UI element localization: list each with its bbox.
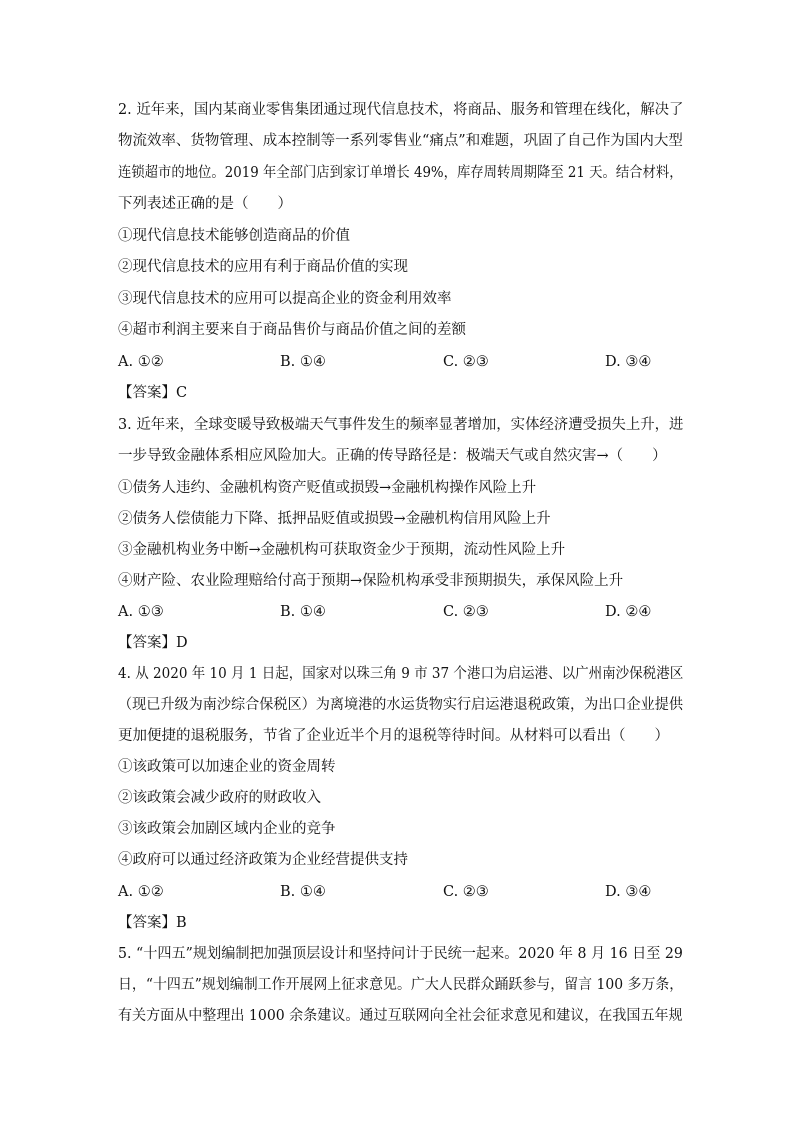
q3-statement-3: ③金融机构业务中断→金融机构可获取资金少于预期，流动性风险上升	[118, 542, 566, 558]
q5-line-2: 日，“十四五”规划编制工作开展网上征求意见。广大人民群众踊跃参与，留言 100 多万条，	[118, 977, 684, 993]
q4-line-2: （现已升级为南沙综合保税区）为离境港的水运货物实行启运港退税政策，为出口企业提供	[118, 697, 683, 713]
q4-answer: 【答案】B	[118, 915, 187, 931]
q5-line-1: 5. “十四五”规划编制把加强顶层设计和坚持问计于民统一起来。2020 年 8 月 16 日至 29	[118, 946, 683, 962]
q3-line-1: 3. 近年来，全球变暖导致极端天气事件发生的频率显著增加，实体经济遭受损失上升，进	[118, 417, 684, 433]
q2-line-2: 物流效率、货物管理、成本控制等一系列零售业“痛点”和难题，巩固了自己作为国内大型	[118, 133, 683, 149]
q3-option-a: A. ①③	[118, 604, 164, 620]
q2-option-c: C. ②③	[443, 354, 489, 370]
q4-option-d: D. ③④	[605, 884, 652, 900]
q4-option-a: A. ①②	[118, 884, 164, 900]
q3-option-c: C. ②③	[443, 604, 489, 620]
q2-answer: 【答案】C	[118, 385, 188, 401]
q2-line-4: 下列表述正确的是（ ）	[118, 196, 292, 212]
q2-statement-2: ②现代信息技术的应用有利于商品价值的实现	[118, 259, 408, 275]
q4-statement-3: ③该政策会加剧区域内企业的竞争	[118, 821, 336, 837]
q2-statement-1: ①现代信息技术能够创造商品的价值	[118, 228, 350, 244]
q2-options	[118, 352, 678, 372]
q3-statement-2: ②债务人偿债能力下降、抵押品贬值或损毁→金融机构信用风险上升	[118, 511, 551, 527]
q4-options	[118, 882, 678, 902]
q4-option-c: C. ②③	[443, 884, 489, 900]
q4-statement-1: ①该政策可以加速企业的资金周转	[118, 759, 336, 775]
q3-options	[118, 602, 678, 622]
q2-statement-3: ③现代信息技术的应用可以提高企业的资金利用效率	[118, 291, 452, 307]
q4-line-1: 4. 从 2020 年 10 月 1 日起，国家对以珠三角 9 市 37 个港口为启运港、以广州南沙保税港区	[118, 666, 684, 682]
q4-line-3: 更加便捷的退税服务，节省了企业近半个月的退税等待时间。从材料可以看出（ ）	[118, 728, 669, 744]
q2-option-a: A. ①②	[118, 354, 164, 370]
q3-option-d: D. ②④	[605, 604, 652, 620]
q3-answer: 【答案】D	[118, 635, 188, 651]
q3-line-2: 一步导致金融体系相应风险加大。正确的传导路径是：极端天气或自然灾害→（ ）	[118, 448, 667, 464]
q2-line-3: 连锁超市的地位。2019 年全部门店到家订单增长 49%，库存周转周期降至 21 天。结合材料，	[118, 165, 683, 181]
q3-statement-4: ④财产险、农业险理赔给付高于预期→保险机构承受非预期损失，承保风险上升	[118, 573, 624, 589]
q2-option-d: D. ③④	[605, 354, 652, 370]
q5-line-3: 有关方面从中整理出 1000 余条建议。通过互联网向全社会征求意见和建议，在我国五年规	[118, 1008, 683, 1024]
q4-statement-4: ④政府可以通过经济政策为企业经营提供支持	[118, 852, 408, 868]
q3-option-b: B. ①④	[280, 604, 326, 620]
q3-statement-1: ①债务人违约、金融机构资产贬值或损毁→金融机构操作风险上升	[118, 480, 537, 496]
q2-line-1: 2. 近年来，国内某商业零售集团通过现代信息技术，将商品、服务和管理在线化，解决了	[118, 102, 684, 118]
q4-option-b: B. ①④	[280, 884, 326, 900]
q2-statement-4: ④超市利润主要来自于商品售价与商品价值之间的差额	[118, 322, 466, 338]
q2-option-b: B. ①④	[280, 354, 326, 370]
q4-statement-2: ②该政策会减少政府的财政收入	[118, 790, 321, 806]
